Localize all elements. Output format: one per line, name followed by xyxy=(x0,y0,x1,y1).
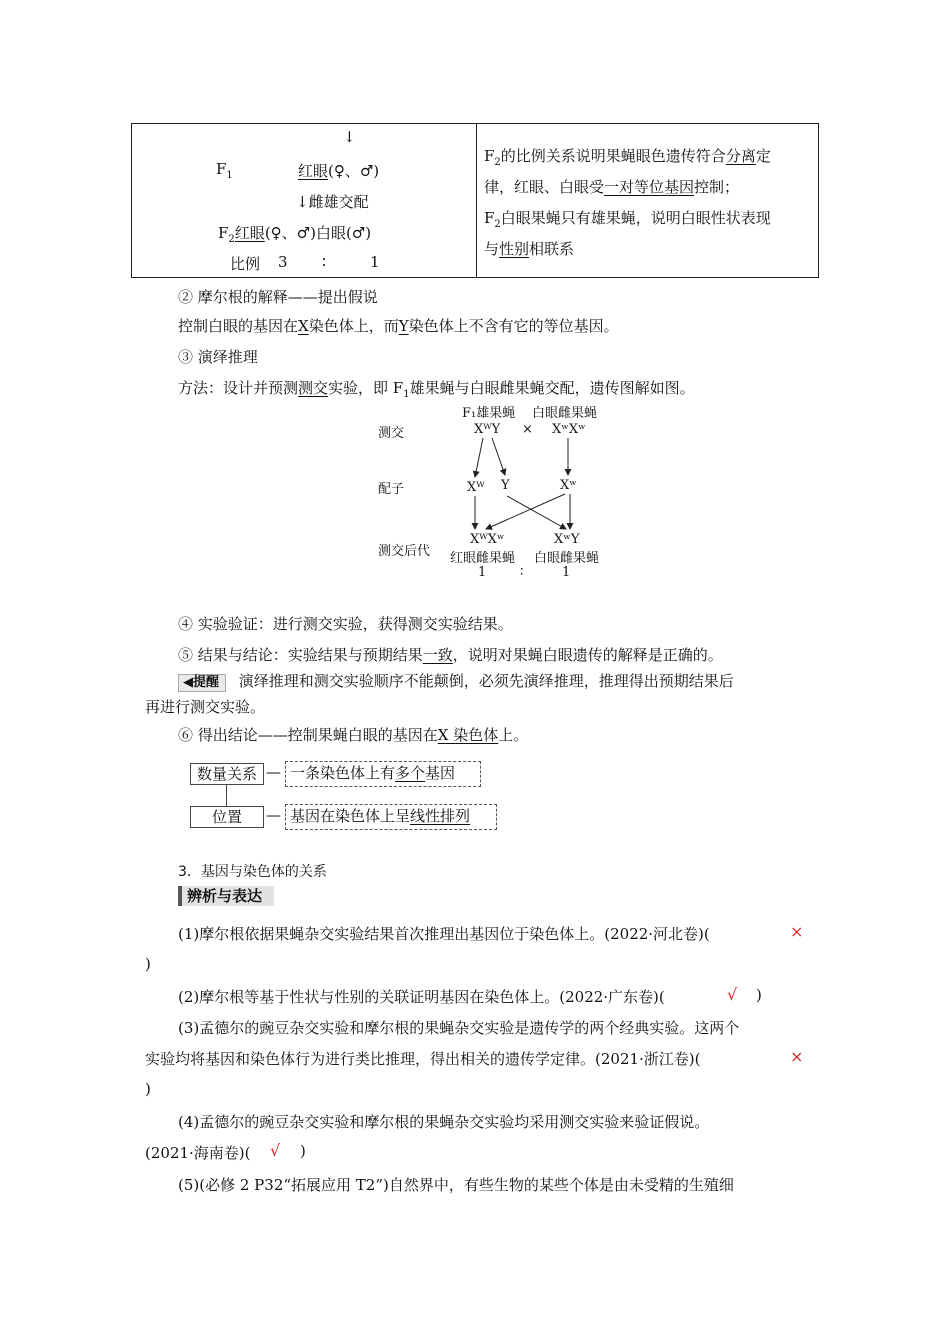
sec6-line: ⑥ 得出结论——控制果蝇白眼的基因在X 染色体上。 xyxy=(178,726,529,744)
f1-label: $F_1$ xyxy=(216,160,233,181)
ratio-a: 3 xyxy=(278,253,288,271)
speaker-icon: ◀ xyxy=(183,675,193,690)
q4-line1: (4)孟德尔的豌豆杂交实验和摩尔根的果蝇杂交实验均采用测交实验来验证假说。 xyxy=(178,1113,710,1131)
sec4-line: ④ 实验验证：进行测交实验，获得测交实验结果。 xyxy=(178,615,513,633)
row-testcross-label: 测交 xyxy=(378,426,405,441)
q4-line2: (2021·海南卷)( xyxy=(145,1144,251,1162)
concept-connector xyxy=(226,785,227,806)
offspring2-name: 白眼雌果蝇 xyxy=(534,551,600,566)
table-right-line1: $F_2$的比例关系说明果蝇眼色遗传符合分离定 xyxy=(484,147,771,168)
q1-cross-icon: × xyxy=(790,922,804,941)
concept-box-quantity: 数量关系 xyxy=(190,763,264,785)
sec3-line: 方法：设计并预测测交实验，即 $F_1$雄果蝇与白眼雌果蝇交配，遗传图解如图。 xyxy=(178,379,695,400)
ratio-b: 1 xyxy=(370,253,380,271)
parent-male-label: F₁雄果蝇 xyxy=(462,406,516,421)
table-right-line4: 与性别相联系 xyxy=(484,240,575,258)
offspring1-genotype: XᵂXʷ xyxy=(470,532,505,547)
testcross-diagram xyxy=(370,398,620,583)
sec2-title: ② 摩尔根的解释——提出假说 xyxy=(178,288,378,306)
q4-check-icon: √ xyxy=(270,1141,281,1160)
concept-box-position: 位置 xyxy=(190,806,264,828)
q1-line: (1)摩尔根依据果蝇杂交实验结果首次推理出基因位于染色体上。(2022·河北卷)( xyxy=(178,925,710,943)
part3-badge: 辨析与表达 xyxy=(178,886,274,906)
offspring-ratio-a: 1 xyxy=(478,565,487,580)
q1-close: ) xyxy=(145,955,151,973)
offspring-ratio-sep: ∶ xyxy=(520,565,524,580)
offspring1-name: 红眼雌果蝇 xyxy=(450,551,516,566)
ratio-label: 比例 xyxy=(230,255,261,273)
part3-heading: 3．基因与染色体的关系 xyxy=(178,864,327,880)
parent-male-genotype: XᵂY xyxy=(474,422,501,437)
f2-phenotypes: $F_2$红眼(♀、♂)白眼(♂) xyxy=(218,224,372,245)
tip-line1: ◀提醒 演绎推理和测交实验顺序不能颠倒，必须先演绎推理，推理得出预期结果后 xyxy=(178,670,734,692)
q2-line: (2)摩尔根等基于性状与性别的关联证明基因在染色体上。(2022·广东卷)( xyxy=(178,988,665,1006)
q3-line2: 实验均将基因和染色体行为进行类比推理，得出相关的遗传学定律。(2021·浙江卷)( xyxy=(145,1050,701,1068)
q3-cross-icon: × xyxy=(790,1047,804,1066)
offspring2-genotype: XʷY xyxy=(554,532,580,547)
tip-badge: ◀提醒 xyxy=(178,674,226,692)
table-right-line3: $F_2$白眼果蝇只有雄果蝇，说明白眼性状表现 xyxy=(484,209,771,230)
table-divider xyxy=(476,124,477,277)
parent-female-genotype: XʷXʷ xyxy=(552,422,586,437)
table-right-line2: 律，红眼、白眼受一对等位基因控制； xyxy=(484,178,740,196)
concept-desc-position: 基因在染色体上呈线性排列 xyxy=(285,804,497,830)
tip-line2: 再进行测交实验。 xyxy=(145,698,266,716)
q4-close: ) xyxy=(300,1142,306,1160)
sec3-title: ③ 演绎推理 xyxy=(178,348,258,366)
q5-line: (5)(必修 2 P32“拓展应用 T2”)自然界中，有些生物的某些个体是由未受精的生殖细 xyxy=(178,1176,734,1194)
concept-desc-quantity: 一条染色体上有多个基因 xyxy=(285,761,481,787)
q3-line1: (3)孟德尔的豌豆杂交实验和摩尔根的果蝇杂交实验是遗传学的两个经典实验。这两个 xyxy=(178,1019,740,1037)
cross-label: ↓雌雄交配 xyxy=(296,193,369,211)
gamete-xw-dominant: Xᵂ xyxy=(467,480,485,495)
concept-dash1: — xyxy=(266,763,281,781)
sec5-line: ⑤ 结果与结论：实验结果与预期结果一致，说明对果蝇白眼遗传的解释是正确的。 xyxy=(178,646,723,664)
parent-female-label: 白眼雌果蝇 xyxy=(532,406,598,421)
arrow-down: ↓ xyxy=(343,128,356,146)
gamete-y: Y xyxy=(501,478,510,493)
f1-phenotype: 红眼(♀、♂) xyxy=(298,162,380,180)
q2-check-icon: √ xyxy=(727,985,738,1004)
cross-arrows xyxy=(370,398,620,583)
cross-symbol: × xyxy=(522,422,533,437)
row-gamete-label: 配子 xyxy=(378,482,405,497)
concept-dash2: — xyxy=(266,806,281,824)
q2-close: ) xyxy=(756,986,762,1004)
q3-close: ) xyxy=(145,1080,151,1098)
gamete-xw-recessive: Xʷ xyxy=(560,478,577,493)
sec2-line: 控制白眼的基因在X染色体上，而Y染色体上不含有它的等位基因。 xyxy=(178,317,619,335)
ratio-sep: ∶ xyxy=(322,253,326,271)
row-offspring-label: 测交后代 xyxy=(378,544,431,559)
offspring-ratio-b: 1 xyxy=(562,565,571,580)
